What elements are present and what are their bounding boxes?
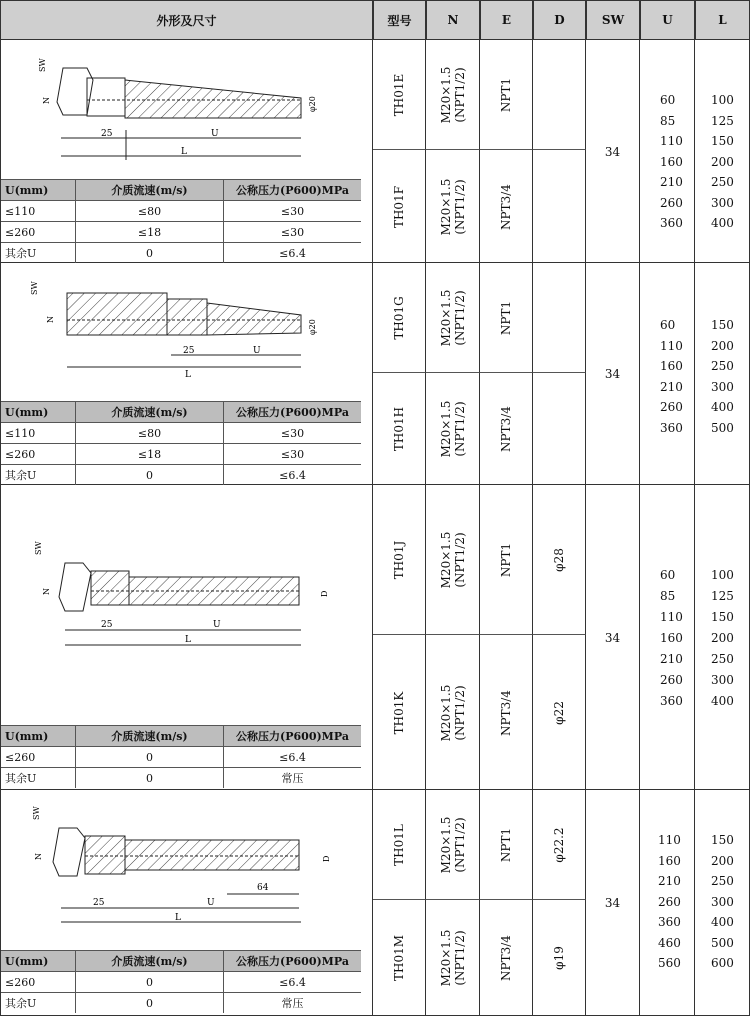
spec-cell: 常压 bbox=[281, 772, 304, 785]
spec-row bbox=[1, 746, 361, 767]
spec-row bbox=[1, 992, 361, 1013]
e-cell bbox=[480, 40, 533, 150]
n-cell bbox=[426, 485, 480, 635]
l-value: 100 bbox=[711, 568, 734, 582]
d-label: D bbox=[322, 855, 331, 862]
n-value: M20×1.5 (NPT1/2) bbox=[438, 289, 467, 346]
header-u: U bbox=[640, 0, 695, 40]
e-cell bbox=[480, 790, 533, 900]
spec-cell: ≤6.4 bbox=[279, 975, 306, 989]
n-label: N bbox=[42, 97, 51, 104]
sw-value: 34 bbox=[604, 630, 621, 645]
model-cell bbox=[373, 150, 426, 263]
l-values bbox=[711, 830, 734, 974]
u-value: 210 bbox=[660, 652, 683, 666]
spec-cell: ≤260 bbox=[1, 444, 76, 464]
model-name: TH01E bbox=[392, 73, 406, 116]
thermowell-drawing bbox=[1, 40, 361, 180]
u-cell bbox=[640, 790, 695, 1016]
n-label: N bbox=[34, 853, 43, 860]
group-section bbox=[0, 40, 750, 263]
dim-64-label: 64 bbox=[257, 883, 269, 893]
u-value: 360 bbox=[660, 216, 683, 230]
u-value: 110 bbox=[660, 134, 683, 148]
spec-header-row bbox=[1, 725, 361, 746]
n-label: N bbox=[42, 588, 51, 595]
model-cell bbox=[373, 790, 426, 900]
header-sw: SW bbox=[586, 0, 640, 40]
u-value: 260 bbox=[660, 673, 683, 687]
n-cell bbox=[426, 900, 480, 1016]
spec-speed-header: 介质流速(m/s) bbox=[76, 402, 224, 422]
spec-cell: ≤260 bbox=[1, 747, 76, 767]
model-cell bbox=[373, 263, 426, 373]
d-value: φ19 bbox=[552, 946, 566, 970]
n-cell bbox=[426, 150, 480, 263]
group-section bbox=[0, 485, 750, 790]
l-value: 500 bbox=[711, 420, 734, 435]
header-shape-size: 外形及尺寸 bbox=[0, 0, 373, 40]
spec-pressure-header: 公称压力(P600)MPa bbox=[236, 730, 349, 743]
d-cell bbox=[533, 635, 586, 790]
d-cell bbox=[533, 373, 586, 485]
sw-label: SW bbox=[34, 541, 43, 555]
u-cell bbox=[640, 40, 695, 263]
l-value: 250 bbox=[711, 359, 734, 373]
spec-cell: 0 bbox=[76, 768, 224, 788]
sw-cell bbox=[586, 790, 640, 1016]
model-name: TH01M bbox=[392, 934, 406, 982]
l-value: 150 bbox=[711, 134, 734, 148]
dim-l-label: L bbox=[181, 147, 187, 157]
spec-cell: ≤30 bbox=[280, 225, 305, 239]
spec-cell: 0 bbox=[76, 993, 224, 1013]
thermowell-drawing bbox=[1, 790, 361, 950]
spec-cell: 其余U bbox=[1, 465, 76, 485]
n-value: M20×1.5 (NPT1/2) bbox=[438, 929, 467, 987]
l-value: 250 bbox=[711, 175, 734, 189]
u-value: 210 bbox=[660, 379, 683, 394]
l-values bbox=[711, 315, 734, 438]
u-values bbox=[660, 565, 683, 712]
dim-l-label: L bbox=[175, 913, 181, 923]
sw-value: 34 bbox=[604, 367, 621, 381]
l-value: 300 bbox=[711, 379, 734, 394]
l-value: 200 bbox=[711, 631, 734, 645]
d-cell bbox=[533, 150, 586, 263]
e-value: NPT3/4 bbox=[499, 406, 513, 452]
l-values bbox=[711, 565, 734, 712]
dim-u-label: U bbox=[211, 129, 219, 139]
spec-row bbox=[1, 422, 361, 443]
u-value: 85 bbox=[660, 113, 676, 128]
spec-cell: ≤18 bbox=[76, 222, 224, 242]
n-cell bbox=[426, 263, 480, 373]
header-e: E bbox=[480, 0, 533, 40]
l-value: 300 bbox=[711, 673, 734, 687]
e-value: NPT1 bbox=[499, 542, 513, 577]
spec-cell: 其余U bbox=[1, 993, 76, 1013]
spec-cell: 其余U bbox=[1, 768, 76, 788]
phi20-label: φ20 bbox=[308, 96, 317, 112]
u-value: 360 bbox=[660, 694, 683, 708]
drawing-panel bbox=[0, 790, 373, 1015]
l-value: 200 bbox=[711, 154, 734, 169]
l-value: 250 bbox=[711, 652, 734, 666]
spec-table bbox=[1, 179, 361, 263]
drawing-panel bbox=[0, 263, 373, 484]
spec-row bbox=[1, 242, 361, 263]
dim-u-label: U bbox=[213, 620, 221, 630]
u-value: 260 bbox=[658, 894, 681, 909]
d-cell bbox=[533, 900, 586, 1016]
e-cell bbox=[480, 635, 533, 790]
u-value: 60 bbox=[660, 568, 676, 582]
e-cell bbox=[480, 485, 533, 635]
u-value: 210 bbox=[660, 175, 683, 189]
spec-u-header: U(mm) bbox=[1, 180, 76, 200]
spec-header-row bbox=[1, 401, 361, 422]
u-value: 160 bbox=[660, 359, 683, 373]
model-name: TH01J bbox=[392, 540, 406, 579]
spec-cell: ≤30 bbox=[280, 204, 305, 218]
u-value: 160 bbox=[660, 631, 683, 645]
model-name: TH01G bbox=[392, 295, 406, 340]
n-value: M20×1.5 (NPT1/2) bbox=[438, 684, 467, 741]
spec-row bbox=[1, 443, 361, 464]
d-value: φ22.2 bbox=[552, 826, 566, 863]
l-value: 400 bbox=[711, 400, 734, 414]
spec-cell: 其余U bbox=[1, 243, 76, 263]
l-value: 200 bbox=[711, 338, 734, 353]
spec-cell: ≤6.4 bbox=[279, 468, 306, 482]
model-cell bbox=[373, 635, 426, 790]
n-value: M20×1.5 (NPT1/2) bbox=[438, 66, 467, 123]
group-section bbox=[0, 263, 750, 485]
spec-cell: 0 bbox=[76, 747, 224, 767]
u-value: 60 bbox=[660, 318, 676, 332]
u-cell bbox=[640, 485, 695, 790]
header-model: 型号 bbox=[373, 0, 426, 40]
dim-25-label: 25 bbox=[101, 620, 113, 630]
n-cell bbox=[426, 373, 480, 485]
u-value: 160 bbox=[658, 853, 681, 868]
spec-cell: 0 bbox=[76, 243, 224, 263]
dim-25-label: 25 bbox=[101, 129, 113, 139]
dim-25-label: 25 bbox=[183, 346, 195, 356]
e-cell bbox=[480, 373, 533, 485]
spec-header-row bbox=[1, 950, 361, 971]
model-cell bbox=[373, 373, 426, 485]
l-value: 150 bbox=[711, 610, 734, 624]
spec-table bbox=[1, 950, 361, 1013]
spec-cell: ≤30 bbox=[280, 447, 305, 461]
drawing-panel bbox=[0, 485, 373, 789]
group-section bbox=[0, 790, 750, 1016]
spec-cell: 0 bbox=[76, 972, 224, 992]
model-cell bbox=[373, 900, 426, 1016]
spec-u-header: U(mm) bbox=[1, 402, 76, 422]
e-value: NPT3/4 bbox=[499, 935, 513, 981]
spec-cell: ≤80 bbox=[76, 201, 224, 221]
l-value: 150 bbox=[711, 318, 734, 332]
d-value: φ28 bbox=[552, 547, 566, 572]
l-value: 100 bbox=[711, 93, 734, 107]
spec-cell: ≤110 bbox=[1, 423, 76, 443]
n-cell bbox=[426, 40, 480, 150]
n-label: N bbox=[46, 316, 55, 323]
n-value: M20×1.5 (NPT1/2) bbox=[438, 531, 467, 588]
spec-row bbox=[1, 971, 361, 992]
l-cell bbox=[695, 790, 750, 1016]
n-value: M20×1.5 (NPT1/2) bbox=[438, 400, 467, 458]
spec-u-header: U(mm) bbox=[1, 951, 76, 971]
spec-row bbox=[1, 221, 361, 242]
spec-speed-header: 介质流速(m/s) bbox=[76, 951, 224, 971]
spec-cell: ≤18 bbox=[76, 444, 224, 464]
thermowell-drawing bbox=[1, 485, 361, 715]
u-value: 360 bbox=[658, 915, 681, 929]
header-l: L bbox=[695, 0, 750, 40]
u-value: 560 bbox=[658, 956, 681, 970]
header-n: N bbox=[426, 0, 480, 40]
spec-speed-header: 介质流速(m/s) bbox=[76, 180, 224, 200]
l-cell bbox=[695, 485, 750, 790]
l-value: 300 bbox=[711, 195, 734, 210]
spec-cell: ≤30 bbox=[280, 426, 305, 440]
thermowell-drawing bbox=[1, 263, 361, 403]
dim-u-label: U bbox=[207, 898, 215, 908]
u-value: 460 bbox=[658, 935, 681, 950]
dim-l-label: L bbox=[185, 370, 191, 380]
model-cell bbox=[373, 40, 426, 150]
spec-pressure-header: 公称压力(P600)MPa bbox=[236, 955, 349, 968]
model-cell bbox=[373, 485, 426, 635]
d-cell bbox=[533, 40, 586, 150]
spec-row bbox=[1, 200, 361, 221]
model-name: TH01L bbox=[392, 823, 406, 866]
phi20-label: φ20 bbox=[308, 319, 317, 335]
sw-cell bbox=[586, 485, 640, 790]
u-values bbox=[658, 830, 681, 974]
sw-label: SW bbox=[38, 58, 47, 72]
l-value: 200 bbox=[711, 853, 734, 868]
e-value: NPT3/4 bbox=[499, 689, 513, 736]
spec-speed-header: 介质流速(m/s) bbox=[76, 726, 224, 746]
l-value: 400 bbox=[711, 694, 734, 708]
l-value: 400 bbox=[711, 915, 734, 929]
l-cell bbox=[695, 40, 750, 263]
spec-cell: ≤6.4 bbox=[279, 750, 306, 764]
spec-table bbox=[1, 725, 361, 788]
u-value: 360 bbox=[660, 420, 683, 435]
u-cell bbox=[640, 263, 695, 485]
u-value: 110 bbox=[660, 338, 683, 353]
spec-header-row bbox=[1, 179, 361, 200]
spec-cell: 常压 bbox=[281, 997, 304, 1010]
sw-label: SW bbox=[32, 806, 41, 820]
model-name: TH01F bbox=[392, 185, 406, 228]
drawing-panel bbox=[0, 40, 373, 262]
dim-l-label: L bbox=[185, 635, 191, 645]
e-value: NPT1 bbox=[499, 77, 513, 112]
l-value: 400 bbox=[711, 216, 734, 230]
d-cell bbox=[533, 263, 586, 373]
model-name: TH01K bbox=[392, 691, 406, 734]
spec-cell: 0 bbox=[76, 465, 224, 485]
l-value: 600 bbox=[711, 956, 734, 970]
spec-table bbox=[1, 401, 361, 485]
l-value: 150 bbox=[711, 833, 734, 847]
n-value: M20×1.5 (NPT1/2) bbox=[438, 178, 467, 235]
dim-25-label: 25 bbox=[93, 898, 105, 908]
d-label: D bbox=[320, 590, 329, 597]
spec-cell: ≤6.4 bbox=[279, 246, 306, 260]
header-d: D bbox=[533, 0, 586, 40]
l-value: 125 bbox=[711, 113, 734, 128]
spec-pressure-header: 公称压力(P600)MPa bbox=[236, 184, 349, 197]
n-cell bbox=[426, 790, 480, 900]
n-value: M20×1.5 (NPT1/2) bbox=[438, 816, 467, 873]
e-cell bbox=[480, 900, 533, 1016]
spec-row bbox=[1, 767, 361, 788]
u-value: 60 bbox=[660, 93, 676, 107]
l-value: 125 bbox=[711, 589, 734, 603]
u-value: 160 bbox=[660, 154, 683, 169]
u-value: 110 bbox=[658, 833, 681, 847]
u-value: 210 bbox=[658, 874, 681, 888]
u-values bbox=[660, 315, 683, 438]
spec-pressure-header: 公称压力(P600)MPa bbox=[236, 406, 349, 419]
e-cell bbox=[480, 150, 533, 263]
spec-u-header: U(mm) bbox=[1, 726, 76, 746]
d-cell bbox=[533, 485, 586, 635]
sw-value: 34 bbox=[604, 896, 621, 910]
sw-cell bbox=[586, 263, 640, 485]
d-cell bbox=[533, 790, 586, 900]
l-value: 250 bbox=[711, 874, 734, 888]
u-value: 110 bbox=[660, 610, 683, 624]
d-value: φ22 bbox=[552, 700, 566, 725]
sw-cell bbox=[586, 40, 640, 263]
e-cell bbox=[480, 263, 533, 373]
spec-cell: ≤110 bbox=[1, 201, 76, 221]
sw-label: SW bbox=[30, 281, 39, 295]
l-value: 300 bbox=[711, 894, 734, 909]
spec-cell: ≤260 bbox=[1, 972, 76, 992]
spec-cell: ≤260 bbox=[1, 222, 76, 242]
spec-cell: ≤80 bbox=[76, 423, 224, 443]
u-value: 85 bbox=[660, 589, 676, 603]
u-values bbox=[660, 90, 683, 234]
sw-value: 34 bbox=[604, 144, 621, 159]
u-value: 260 bbox=[660, 400, 683, 414]
e-value: NPT1 bbox=[499, 827, 513, 862]
l-values bbox=[711, 90, 734, 234]
dim-u-label: U bbox=[253, 346, 261, 356]
e-value: NPT1 bbox=[499, 300, 513, 335]
u-value: 260 bbox=[660, 195, 683, 210]
l-cell bbox=[695, 263, 750, 485]
spec-row bbox=[1, 464, 361, 485]
n-cell bbox=[426, 635, 480, 790]
e-value: NPT3/4 bbox=[499, 183, 513, 230]
l-value: 500 bbox=[711, 935, 734, 950]
model-name: TH01H bbox=[392, 406, 406, 452]
